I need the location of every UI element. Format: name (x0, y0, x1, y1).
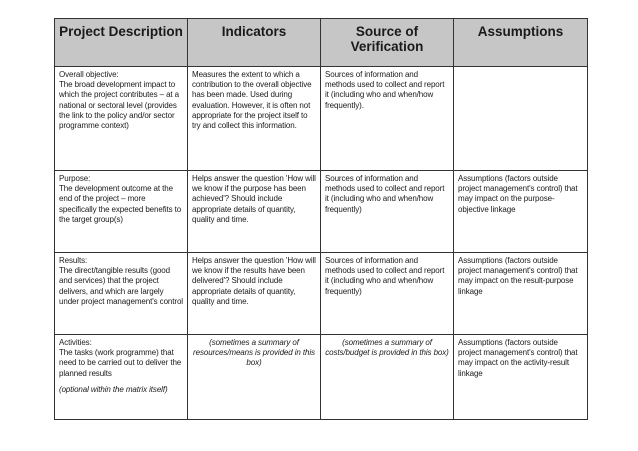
description-text: The tasks (work programme) that need to be carried out to deliver the planned results (59, 348, 182, 378)
row-label: Overall objective: (59, 70, 119, 79)
row-label: Results: (59, 256, 88, 265)
row-purpose (55, 171, 588, 253)
cell-assumptions: Assumptions (factors outside project management's control) that may impact on the result-purpose linkage (454, 253, 588, 335)
cell-verification: (sometimes a summary of costs/budget is provided in this box) (321, 335, 454, 420)
row-overall-objective (55, 67, 588, 171)
cell-indicators: Helps answer the question 'How will we know if the purpose has been achieved'? Should include appropriate details of quantity, quality and time. (188, 171, 321, 253)
cell-verification: Sources of information and methods used to collect and report it (including who and when/how frequently) (321, 171, 454, 253)
row-label: Purpose: (59, 174, 91, 183)
description-text: The broad development impact to which the project contributes – at a national or sectoral level (provides the link to the policy and/or sector programme context) (59, 80, 180, 131)
header-project-description: Project Description (55, 19, 188, 67)
cell-indicators: Measures the extent to which a contribution to the overall objective has been made. Used during evaluation. However, it is often not appropriate for the project itself to try and collect this information. (188, 67, 321, 171)
optional-note: (optional within the matrix itself) (59, 384, 168, 394)
cell-description (55, 253, 188, 335)
header-source-of-verification: Source of Verification (321, 19, 454, 67)
description-text: The direct/tangible results (good and services) that the project delivers, and which are largely under project management's control (59, 266, 183, 306)
logframe-table (54, 18, 588, 420)
cell-indicators: (sometimes a summary of resources/means is provided in this box) (188, 335, 321, 420)
cell-description (55, 67, 188, 171)
cell-description (55, 171, 188, 253)
cell-description (55, 335, 188, 420)
row-activities (55, 335, 588, 420)
description-text: The development outcome at the end of the project – more specifically the expected benefits to the target group(s) (59, 184, 182, 224)
cell-verification: Sources of information and methods used to collect and report it (including who and when/how frequently). (321, 67, 454, 171)
cell-assumptions: Assumptions (factors outside project management's control) that may impact on the activity-result linkage (454, 335, 588, 420)
header-row (55, 19, 588, 67)
cell-indicators: Helps answer the question 'How will we know if the results have been delivered'? Should include appropriate details of quantity, quality and time. (188, 253, 321, 335)
cell-verification: Sources of information and methods used to collect and report it (including who and when/how frequently) (321, 253, 454, 335)
cell-assumptions (454, 67, 588, 171)
row-label: Activities: (59, 338, 92, 347)
row-results (55, 253, 588, 335)
cell-assumptions: Assumptions (factors outside project management's control) that may impact on the purpose-objective linkage (454, 171, 588, 253)
header-assumptions: Assumptions (454, 19, 588, 67)
header-indicators: Indicators (188, 19, 321, 67)
